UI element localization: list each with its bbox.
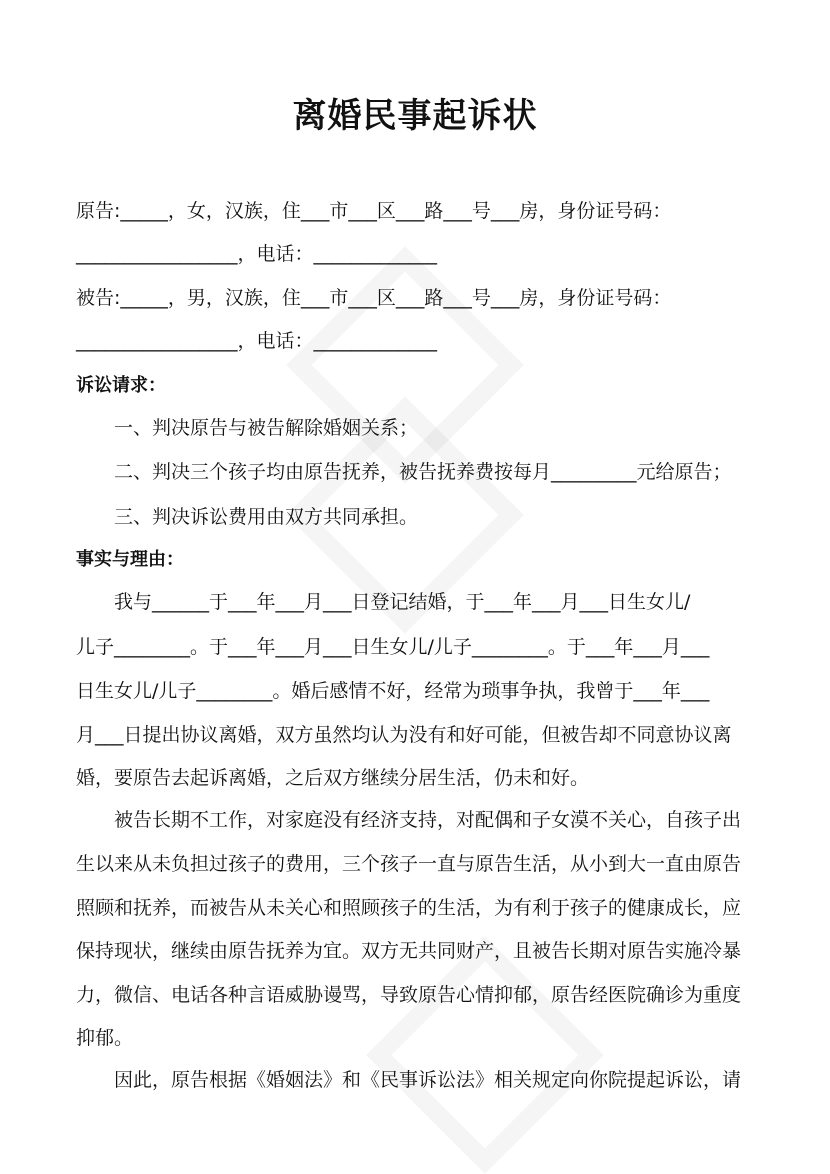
facts-line: 力，微信、电话各种言语威胁谩骂，导致原告心情抑郁，原告经医院确诊为重度 (76, 984, 742, 1006)
facts-line: 抑郁。 (76, 1027, 134, 1049)
facts-heading: 事实与理由： (76, 549, 184, 570)
facts-line: 我与______于___年___月___日登记结婚，于___年___月___日生女儿/ (114, 591, 691, 613)
facts-line: 婚，要原告去起诉离婚，之后双方继续分居生活，仍未和好。 (76, 767, 590, 789)
facts-line: 被告长期不工作，对家庭没有经济支持，对配偶和子女漠不关心，自孩子出 (114, 809, 742, 831)
facts-line: 日生女儿/儿子________。婚后感情不好，经常为琐事争执，我曾于___年___ (76, 680, 710, 702)
document-title: 离婚民事起诉状 (292, 96, 538, 136)
facts-line: 因此，原告根据《婚姻法》和《民事诉讼法》相关规定向你院提起诉讼，请 (114, 1069, 742, 1091)
claim-item: 三、判决诉讼费用由双方共同承担。 (114, 506, 419, 528)
facts-line: 月___日提出协议离婚，双方虽然均认为没有和好可能，但被告却不同意协议离 (76, 724, 732, 746)
facts-line: 生以来从未负担过孩子的费用，三个孩子一直与原告生活，从小到大一直由原告 (76, 853, 742, 875)
claims-heading: 诉讼请求： (76, 375, 166, 396)
claim-item: 一、判决原告与被告解除婚姻关系； (114, 417, 419, 439)
facts-line: 照顾和抚养，而被告从未关心和照顾孩子的生活，为有利于孩子的健康成长，应 (76, 897, 742, 919)
plaintiff-line-1: 原告:_____，女，汉族，住___市___区___路___号___房，身份证号码： (76, 200, 672, 222)
facts-line: 保持现状，继续由原告抚养为宜。双方无共同财产，且被告长期对原告实施冷暴 (76, 940, 742, 962)
defendant-line-1: 被告:_____，男，汉族，住___市___区___路___号___房，身份证号码： (76, 287, 672, 309)
defendant-line-2: _________________，电话：_____________ (76, 330, 438, 352)
facts-line: 儿子________。于___年___月___日生女儿/儿子________。于___年___月___ (76, 636, 710, 658)
claim-item: 二、判决三个孩子均由原告抚养，被告抚养费按每月_________元给原告； (114, 461, 732, 483)
plaintiff-line-2: _________________，电话：_____________ (76, 243, 438, 265)
